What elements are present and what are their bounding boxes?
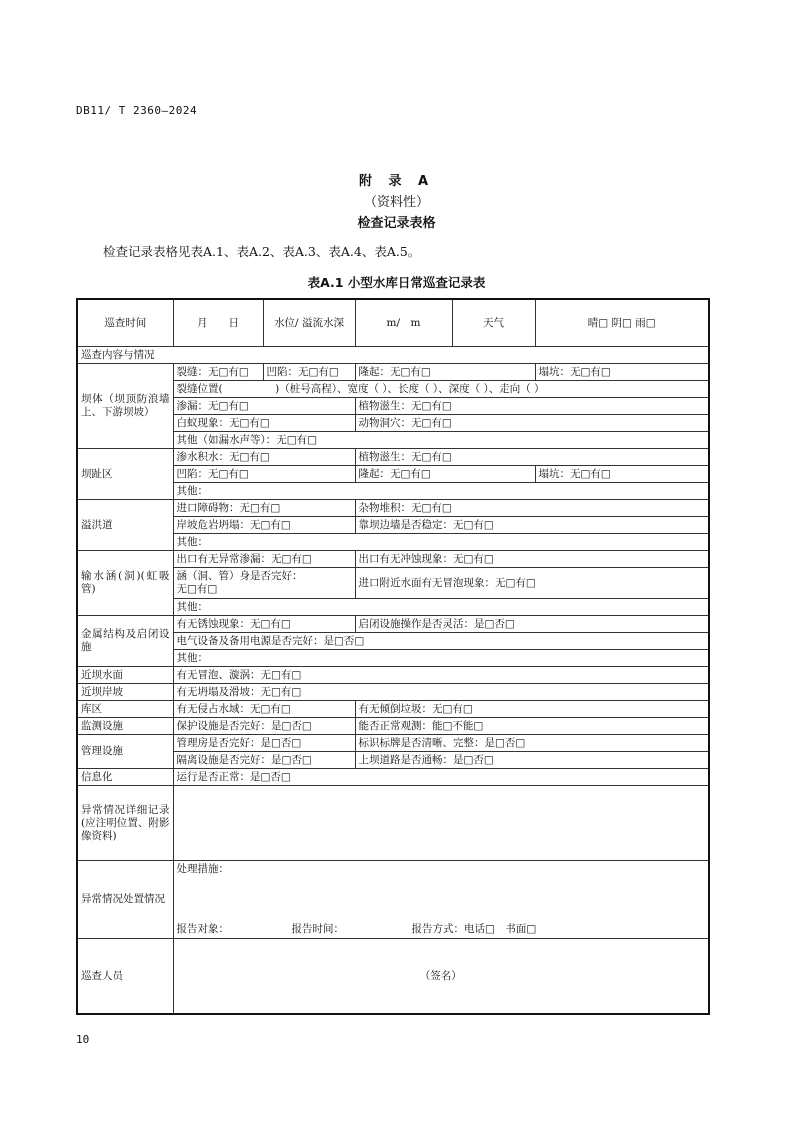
culvert-label: 输水涵(洞)(虹吸管) (77, 551, 173, 616)
cell: 其他： (173, 483, 709, 500)
appendix-name: 检查记录表格 (357, 216, 436, 231)
culvert-body-options: 无□有□ (176, 583, 218, 595)
inspector-signature[interactable]: （签名） (173, 939, 709, 1015)
abnormal-handle-field[interactable] (173, 861, 709, 939)
cell: 其他： (173, 534, 709, 551)
cell: 塌坑：无□有□ (535, 364, 709, 381)
cell: 植物滋生：无□有□ (355, 449, 709, 466)
cell: 塌坑：无□有□ (535, 466, 709, 483)
cell: 标识标牌是否清晰、完整：是□否□ (355, 735, 709, 752)
report-time-label: 报告时间： (291, 923, 344, 935)
info-label: 信息化 (77, 769, 173, 786)
cell: 白蚁现象：无□有□ (173, 415, 355, 432)
header-row (77, 299, 709, 347)
culvert-body: 涵（洞、管）身是否完好： (176, 570, 303, 582)
weather-options: 晴□ 阴□ 雨□ (535, 299, 709, 347)
time-label: 巡查时间 (77, 299, 173, 347)
cell: 隆起：无□有□ (355, 364, 535, 381)
near-water-label: 近坝水面 (77, 667, 173, 684)
cell: 靠坝边墙是否稳定：无□有□ (355, 517, 709, 534)
section-title: 巡查内容与情况 (77, 347, 709, 364)
cell: 渗漏：无□有□ (173, 398, 355, 415)
date-cell: 月 日 (173, 299, 263, 347)
metal-label: 金属结构及启闭设施 (77, 616, 173, 667)
cell: 裂缝：无□有□ (173, 364, 263, 381)
page-number: 10 (76, 1033, 90, 1046)
cell: 渗水积水：无□有□ (173, 449, 355, 466)
cell: 启闭设施操作是否灵活：是□否□ (355, 616, 709, 633)
cell: 其他： (173, 650, 709, 667)
mgmt-label: 管理设施 (77, 735, 173, 769)
cell: 电气设备及备用电源是否完好：是□否□ (173, 633, 709, 650)
cell: 其他： (173, 599, 709, 616)
table-row (77, 364, 709, 381)
cell: 岸坡危岩坍塌：无□有□ (173, 517, 355, 534)
inspection-record-table (76, 298, 710, 1015)
cell: 管理房是否完好：是□否□ (173, 735, 355, 752)
cell: 动物洞穴：无□有□ (355, 415, 709, 432)
cell: 杂物堆积：无□有□ (355, 500, 709, 517)
water-level-unit: m/ m (355, 299, 452, 347)
reservoir-label: 库区 (77, 701, 173, 718)
report-to-label: 报告对象： (176, 923, 229, 935)
appendix-subtitle: （资料性） (363, 195, 429, 210)
cell: 植物滋生：无□有□ (355, 398, 709, 415)
near-bank-label: 近坝岸坡 (77, 684, 173, 701)
inspector-label: 巡查人员 (77, 939, 173, 1015)
cell: 有无坍塌及滑坡：无□有□ (173, 684, 709, 701)
cell: 隆起：无□有□ (355, 466, 535, 483)
document-code: DB11/ T 2360—2024 (76, 104, 198, 117)
appendix-title: 附 录 A (358, 174, 435, 189)
cell: 有无冒泡、漩涡：无□有□ (173, 667, 709, 684)
cell: 进口附近水面有无冒泡现象：无□有□ (355, 568, 709, 599)
water-level-label: 水位/ 溢流水深 (263, 299, 355, 347)
cell: 裂缝位置( )（桩号高程）、宽度（ ）、长度（ ）、深度（ ）、走向（ ） (173, 381, 709, 398)
cell: 凹陷：无□有□ (173, 466, 355, 483)
cell: 出口有无异常渗漏：无□有□ (173, 551, 355, 568)
cell: 有无侵占水域：无□有□ (173, 701, 355, 718)
cell: 有无倾倒垃圾：无□有□ (355, 701, 709, 718)
cell (173, 568, 355, 599)
abnormal-record-label: 异常情况详细记录(应注明位置、附影像资料) (77, 786, 173, 861)
cell: 出口有无冲蚀现象：无□有□ (355, 551, 709, 568)
table-title: 表A.1 小型水库日常巡查记录表 (307, 275, 486, 290)
cell: 有无锈蚀现象：无□有□ (173, 616, 355, 633)
cell: 隔离设施是否完好：是□否□ (173, 752, 355, 769)
cell: 上坝道路是否通畅：是□否□ (355, 752, 709, 769)
cell: 保护设施是否完好：是□否□ (173, 718, 355, 735)
abnormal-handle-label: 异常情况处置情况 (77, 861, 173, 939)
abnormal-record-field[interactable] (173, 786, 709, 861)
report-way-label: 报告方式：电话□ 书面□ (411, 923, 537, 935)
spillway-label: 溢洪道 (77, 500, 173, 551)
dam-label: 坝体（坝顶防浪墙上、下游坝坡） (77, 364, 173, 449)
cell: 运行是否正常：是□否□ (173, 769, 709, 786)
cell: 凹陷：无□有□ (263, 364, 355, 381)
cell: 其他（如漏水声等）：无□有□ (173, 432, 709, 449)
cell: 能否正常观测：能□不能□ (355, 718, 709, 735)
weather-label: 天气 (452, 299, 535, 347)
cell: 进口障碍物：无□有□ (173, 500, 355, 517)
toe-label: 坝趾区 (77, 449, 173, 500)
intro-text: 检查记录表格见表A.1、表A.2、表A.3、表A.4、表A.5。 (103, 244, 421, 259)
measures-label: 处理措施： (176, 863, 229, 875)
monitor-label: 监测设施 (77, 718, 173, 735)
